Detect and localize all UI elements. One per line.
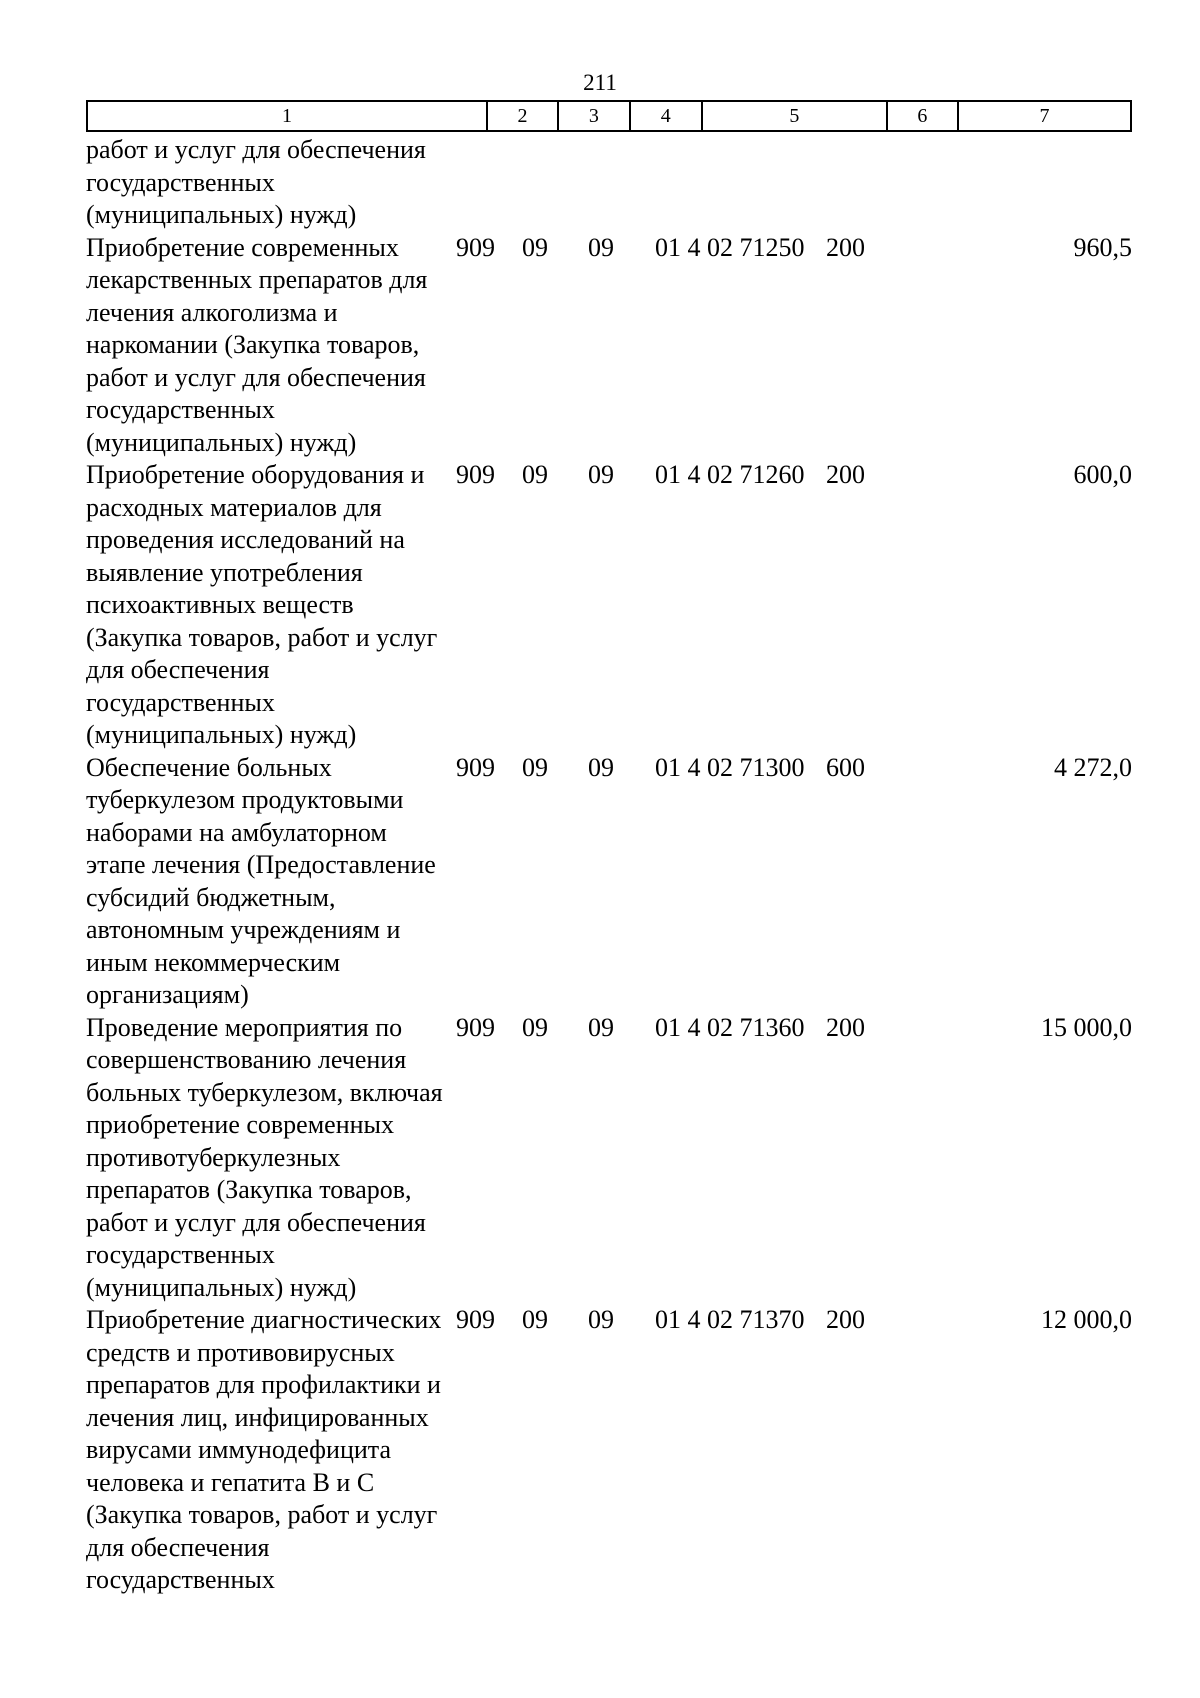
- subsection-code-cell: 09: [588, 1012, 614, 1042]
- row-name-line: субсидий бюджетным,: [86, 882, 336, 912]
- subsection-code-cell: 09: [588, 232, 614, 262]
- target-article-cell: 01 4 02 71250: [655, 232, 805, 262]
- row-name-cell: [86, 752, 456, 1012]
- expense-type-cell: 200: [826, 460, 865, 489]
- row-name-line: государственных: [86, 1240, 275, 1269]
- row-name-line: приобретение современных: [86, 1110, 395, 1139]
- table-row: [86, 232, 1132, 460]
- row-name-line: противотуберкулезных: [86, 1142, 341, 1172]
- row-name-line: выявление употребления: [86, 557, 363, 587]
- row-name-line: автономным учреждениям и: [86, 915, 401, 944]
- row-name-line: организациям): [86, 980, 249, 1009]
- row-name-line: государственных: [86, 1565, 275, 1594]
- amount-cell: 960,5: [1073, 232, 1132, 262]
- row-name-line: туберкулезом продуктовыми: [86, 785, 404, 814]
- subsection-code-cell: 09: [588, 1305, 614, 1334]
- row-name-line: (муниципальных) нужд): [86, 1272, 357, 1302]
- row-name-line: расходных материалов для: [86, 492, 382, 522]
- row-name-line: государственных: [86, 395, 275, 424]
- column-header-5: 5: [702, 101, 887, 131]
- row-name-line: совершенствованию лечения: [86, 1045, 407, 1074]
- column-header-table: [86, 100, 1132, 132]
- row-name-line: для обеспечения: [86, 1532, 270, 1562]
- ministry-code-cell: [456, 134, 522, 232]
- row-name-line: средств и противовирусных: [86, 1337, 395, 1367]
- ministry-code-cell: 909: [456, 1012, 495, 1042]
- amount-cell: 4 272,0: [1054, 752, 1132, 782]
- amount-cell: [892, 134, 1132, 232]
- ministry-code-cell: 909: [456, 1305, 495, 1334]
- row-name-line: иным некоммерческим: [86, 947, 341, 977]
- row-name-line: государственных: [86, 167, 275, 197]
- section-code-cell: 09: [522, 1305, 548, 1334]
- row-name-line: лечения лиц, инфицированных: [86, 1402, 429, 1432]
- ministry-code-cell: 909: [456, 232, 495, 262]
- column-header-6: 6: [887, 101, 958, 131]
- row-name-line: работ и услуг для обеспечения: [86, 362, 426, 392]
- row-name-line: проведения исследований на: [86, 525, 405, 554]
- section-code-cell: 09: [522, 752, 548, 782]
- page-number: 211: [583, 70, 617, 95]
- column-header-7: 7: [958, 101, 1131, 131]
- row-name-line: (муниципальных) нужд): [86, 720, 357, 749]
- amount-cell: 15 000,0: [1041, 1012, 1132, 1042]
- row-name-line: психоактивных веществ: [86, 590, 354, 619]
- row-name-line: препаратов (Закупка товаров,: [86, 1175, 412, 1204]
- table-row: [86, 752, 1132, 1012]
- row-name-line: Приобретение оборудования и: [86, 460, 425, 489]
- row-name-line: наркомании (Закупка товаров,: [86, 330, 420, 359]
- subsection-code-cell: 09: [588, 460, 614, 489]
- budget-table: [86, 134, 1132, 1597]
- target-article-cell: 01 4 02 71370: [655, 1305, 805, 1334]
- row-name-line: (муниципальных) нужд): [86, 200, 357, 229]
- table-body: [86, 134, 1132, 1597]
- target-article-cell: [655, 134, 826, 232]
- ministry-code-cell: 909: [456, 460, 495, 489]
- row-name-line: (Закупка товаров, работ и услуг: [86, 1500, 438, 1529]
- row-name-line: (муниципальных) нужд): [86, 427, 357, 457]
- column-header-1: 1: [87, 101, 487, 131]
- column-header-4: 4: [630, 101, 702, 131]
- column-header-3: 3: [558, 101, 629, 131]
- section-code-cell: [522, 134, 588, 232]
- expense-type-cell: 200: [826, 1305, 865, 1334]
- target-article-cell: 01 4 02 71360: [655, 1012, 805, 1042]
- expense-type-cell: 200: [826, 232, 865, 262]
- row-name-line: человека и гепатита B и C: [86, 1467, 375, 1497]
- row-name-cell: [86, 134, 456, 232]
- expense-type-cell: [826, 134, 892, 232]
- row-name-cell: [86, 459, 456, 752]
- amount-cell: 600,0: [1073, 460, 1132, 489]
- row-name-cell: [86, 232, 456, 460]
- table-row: [86, 1012, 1132, 1305]
- row-name-line: Приобретение диагностических: [86, 1305, 442, 1334]
- row-name-line: этапе лечения (Предоставление: [86, 850, 436, 879]
- subsection-code-cell: 09: [588, 752, 614, 782]
- row-name-line: работ и услуг для обеспечения: [86, 1207, 426, 1237]
- row-name-line: (Закупка товаров, работ и услуг: [86, 622, 438, 652]
- target-article-cell: 01 4 02 71300: [655, 752, 805, 782]
- row-name-line: больных туберкулезом, включая: [86, 1077, 443, 1107]
- table-row: [86, 459, 1132, 752]
- row-name-line: работ и услуг для обеспечения: [86, 135, 426, 164]
- row-name-line: лечения алкоголизма и: [86, 297, 338, 327]
- section-code-cell: 09: [522, 1012, 548, 1042]
- target-article-cell: 01 4 02 71260: [655, 460, 805, 489]
- row-name-cell: [86, 1304, 456, 1597]
- row-name-line: Приобретение современных: [86, 232, 399, 262]
- row-name-line: лекарственных препаратов для: [86, 265, 428, 294]
- expense-type-cell: 200: [826, 1012, 865, 1042]
- row-name-line: государственных: [86, 687, 275, 717]
- table-row: [86, 1304, 1132, 1597]
- subsection-code-cell: [588, 134, 655, 232]
- section-code-cell: 09: [522, 232, 548, 262]
- row-name-line: вирусами иммунодефицита: [86, 1435, 391, 1464]
- table-row: [86, 134, 1132, 232]
- column-header-row: [87, 101, 1131, 131]
- section-code-cell: 09: [522, 460, 548, 489]
- amount-cell: 12 000,0: [1041, 1305, 1132, 1334]
- row-name-line: препаратов для профилактики и: [86, 1370, 441, 1399]
- row-name-line: для обеспечения: [86, 655, 270, 684]
- row-name-line: наборами на амбулаторном: [86, 817, 387, 847]
- row-name-line: Обеспечение больных: [86, 752, 332, 782]
- row-name-cell: [86, 1012, 456, 1305]
- ministry-code-cell: 909: [456, 752, 495, 782]
- row-name-line: Проведение мероприятия по: [86, 1012, 403, 1042]
- column-header-2: 2: [487, 101, 558, 131]
- expense-type-cell: 600: [826, 752, 865, 782]
